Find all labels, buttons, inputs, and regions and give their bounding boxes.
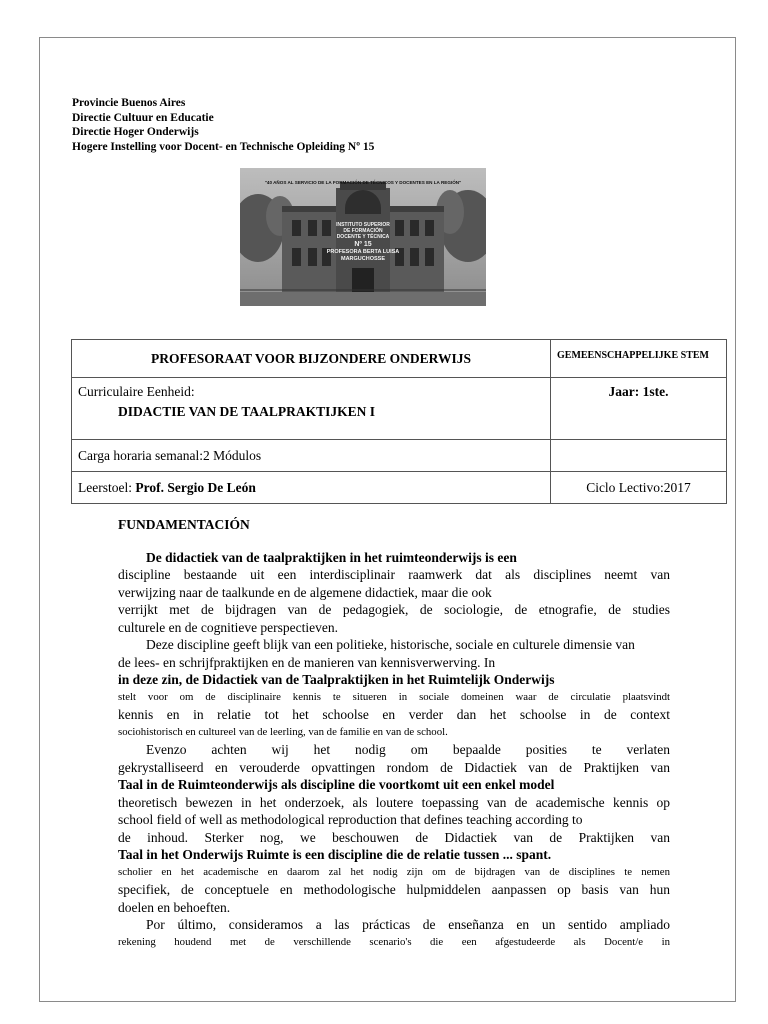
paragraph-line: gekrystalliseerd en verouderde opvattingen rondom de Didactiek van de Praktijken van — [118, 759, 670, 775]
paragraph-line: school field of well as methodological reproduction that defines teaching according to — [118, 812, 583, 827]
document-page — [39, 37, 736, 1002]
school-cycle-cell — [551, 472, 727, 504]
photo-sign-line-3: DOCENTE Y TÉCNICA — [336, 234, 390, 240]
header-province: Provincie Buenos Aires — [72, 97, 186, 109]
chair-label: Leerstoel: — [78, 479, 136, 495]
paragraph-line: Taal in het Onderwijs Ruimte is een discipline die de relatie tussen ... spant. — [118, 847, 552, 862]
stem-label: GEMEENSCHAPPELIJKE STEM — [557, 350, 709, 361]
paragraph-line: culturele en de cognitieve perspectieven. — [118, 619, 339, 635]
photo-sign-line-1: INSTITUTO SUPERIOR — [336, 222, 390, 228]
photo-banner-text: "40 AÑOS AL SERVICIO DE LA FORMACIÓN DE TÉCNICOS Y DOCENTES EN LA REGIÓN" — [264, 180, 462, 185]
section-heading: FUNDAMENTACIÓN — [118, 517, 250, 532]
paragraph-line: Deze discipline geeft blijk van een politieke, historische, sociale en culturele dimensie van — [146, 637, 635, 652]
paragraph-line: in deze zin, de Didactiek van de Taalpraktijken in het Ruimtelijk Onderwijs — [118, 672, 555, 687]
photo-sign-line-6: MARGUCHOSSE — [340, 256, 386, 262]
paragraph-line: de inhoud. Sterker nog, we beschouwen de Didactiek van de Praktijken van — [118, 829, 670, 845]
institute-building-photo — [240, 168, 486, 306]
paragraph-line: sociohistorisch en cultureel van de leerling, van de familie en van de school. — [118, 725, 448, 738]
header-directorate-higher-ed: Directie Hoger Onderwijs — [72, 126, 199, 138]
photo-sign-line-2: DE FORMACIÓN — [343, 228, 383, 234]
fundamentacion-section — [118, 516, 670, 951]
year-cell — [551, 378, 727, 440]
year-value: Jaar: 1ste. — [608, 384, 669, 399]
chair-cell — [72, 472, 551, 504]
stem-cell — [551, 340, 727, 378]
paragraph-line: de lees- en schrijfpraktijken en de manieren van kennisverwerving. In — [118, 654, 496, 670]
chair-name: Prof. Sergio De León — [135, 479, 256, 495]
photo-sign-line-5: PROFESORA BERTA LUISA — [326, 249, 400, 255]
paragraph-line: kennis en in relatie tot het schoolse en verder dan het schoolse in de context — [118, 707, 670, 722]
weekly-hours: Carga horaria semanal:2 Módulos — [78, 447, 262, 463]
curricular-unit-label: Curriculaire Eenheid: — [78, 384, 195, 399]
weekly-hours-cell — [72, 440, 551, 472]
course-info-table — [71, 339, 727, 504]
paragraph-line: De didactiek van de taalpraktijken in het ruimteonderwijs is een — [146, 549, 517, 565]
paragraph-line: stelt voor om de disciplinaire kennis te situeren in sociale domeinen waar de circulatie plaatsvindt — [118, 690, 670, 703]
curricular-unit-name: DIDACTIE VAN DE TAALPRAKTIJKEN I — [118, 404, 376, 419]
photo-sign-line-4: Nº 15 — [354, 241, 372, 248]
paragraph-line: discipline bestaande uit een interdisciplinair raamwerk dat als disciplines neemt van — [118, 567, 670, 582]
program-title: PROFESORAAT VOOR BIJZONDERE ONDERWIJS — [151, 350, 471, 366]
paragraph-line: theoretisch bewezen in het onderzoek, als loutere toepassing van de academische kennis op — [118, 794, 670, 810]
program-title-cell — [72, 340, 551, 378]
header-institution: Hogere Instelling voor Docent- en Technische Opleiding Nº 15 — [72, 140, 375, 153]
paragraph-line: verrijkt met de bijdragen van de pedagogiek, de sociologie, de etnografie, de studies — [118, 602, 670, 617]
paragraph-line: Por último, consideramos a las prácticas de enseñanza en un sentido ampliado — [146, 917, 670, 932]
paragraph-line: Evenzo achten wij het nodig om bepaalde posities te verlaten — [146, 742, 670, 757]
paragraph-line: verwijzing naar de taalkunde en de algemene didactiek, maar die ook — [118, 584, 492, 600]
paragraph-line: doelen en behoeften. — [118, 899, 231, 915]
paragraph-line: scholier en het academische en daarom zal het nodig zijn om de bijdragen van de disciplines te nemen — [118, 865, 670, 878]
school-cycle: Ciclo Lectivo:2017 — [586, 479, 691, 495]
curricular-unit-cell — [72, 378, 551, 440]
institution-header — [72, 96, 374, 154]
header-directorate-culture: Directie Cultuur en Educatie — [72, 111, 214, 124]
empty-cell — [551, 440, 727, 472]
paragraph-line: Taal in de Ruimteonderwijs als discipline die voortkomt uit een enkel model — [118, 777, 555, 792]
paragraph-line: rekening houdend met de verschillende scenario's die een afgestudeerde als Docent/e in — [118, 935, 670, 948]
paragraph-line: specifiek, de conceptuele en methodologische hulpmiddelen aanpassen op basis van hun — [118, 882, 670, 897]
